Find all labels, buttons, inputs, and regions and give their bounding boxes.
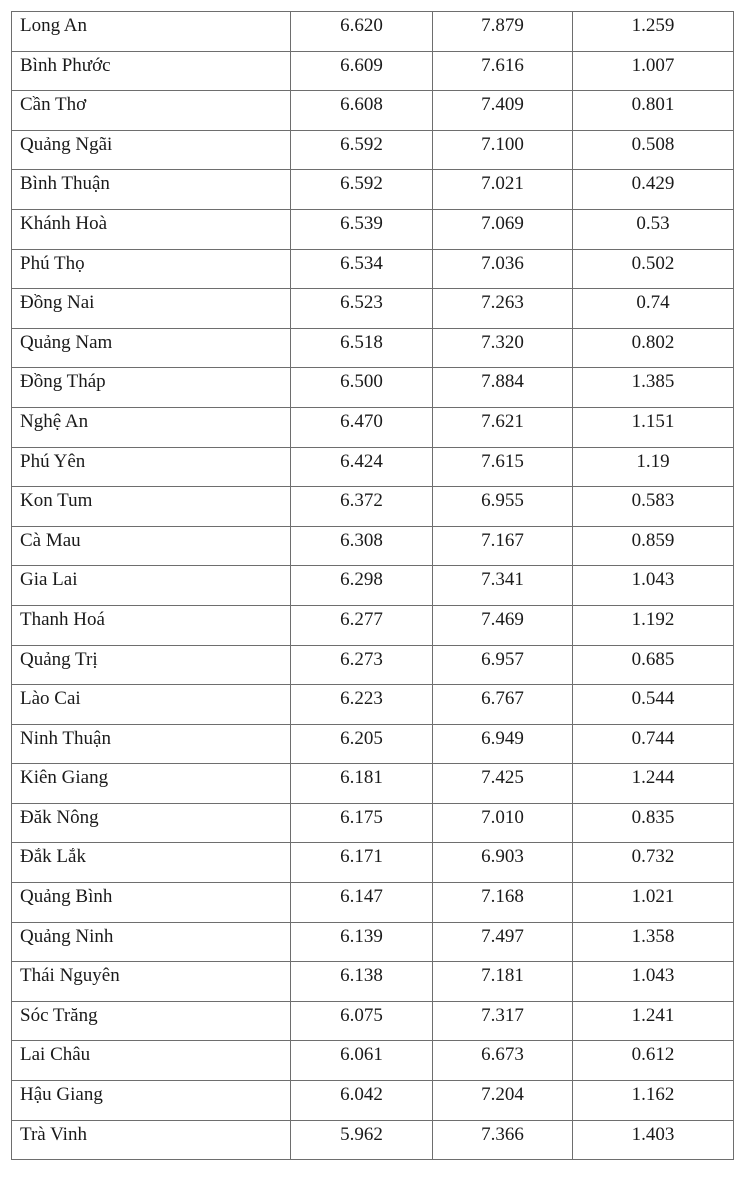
value-2-cell: 7.615 bbox=[433, 447, 573, 487]
table-row bbox=[12, 764, 734, 804]
difference-cell: 0.53 bbox=[573, 209, 734, 249]
table-row bbox=[12, 883, 734, 923]
province-name-cell: Đồng Tháp bbox=[12, 368, 291, 408]
province-name-cell: Quảng Bình bbox=[12, 883, 291, 923]
value-1-cell: 6.308 bbox=[291, 526, 433, 566]
value-1-cell: 6.534 bbox=[291, 249, 433, 289]
value-2-cell: 7.100 bbox=[433, 130, 573, 170]
value-1-cell: 6.223 bbox=[291, 685, 433, 725]
difference-cell: 1.241 bbox=[573, 1001, 734, 1041]
province-name-cell: Đắk Lắk bbox=[12, 843, 291, 883]
difference-cell: 1.007 bbox=[573, 51, 734, 91]
difference-cell: 1.19 bbox=[573, 447, 734, 487]
value-1-cell: 6.500 bbox=[291, 368, 433, 408]
value-2-cell: 7.021 bbox=[433, 170, 573, 210]
value-2-cell: 7.204 bbox=[433, 1081, 573, 1121]
value-1-cell: 6.523 bbox=[291, 289, 433, 329]
table-row bbox=[12, 51, 734, 91]
difference-cell: 1.021 bbox=[573, 883, 734, 923]
difference-cell: 1.403 bbox=[573, 1120, 734, 1160]
difference-cell: 0.502 bbox=[573, 249, 734, 289]
value-2-cell: 6.767 bbox=[433, 685, 573, 725]
difference-cell: 0.74 bbox=[573, 289, 734, 329]
table-row bbox=[12, 249, 734, 289]
difference-cell: 1.385 bbox=[573, 368, 734, 408]
table-row bbox=[12, 407, 734, 447]
value-2-cell: 7.341 bbox=[433, 566, 573, 606]
table-row bbox=[12, 12, 734, 52]
province-name-cell: Ninh Thuận bbox=[12, 724, 291, 764]
difference-cell: 1.043 bbox=[573, 566, 734, 606]
value-2-cell: 7.616 bbox=[433, 51, 573, 91]
province-name-cell: Quảng Nam bbox=[12, 328, 291, 368]
value-2-cell: 6.903 bbox=[433, 843, 573, 883]
table-row bbox=[12, 487, 734, 527]
province-name-cell: Bình Thuận bbox=[12, 170, 291, 210]
value-2-cell: 7.409 bbox=[433, 91, 573, 131]
value-1-cell: 6.609 bbox=[291, 51, 433, 91]
table-row bbox=[12, 1081, 734, 1121]
value-1-cell: 6.205 bbox=[291, 724, 433, 764]
value-1-cell: 6.139 bbox=[291, 922, 433, 962]
value-1-cell: 6.175 bbox=[291, 803, 433, 843]
province-name-cell: Phú Yên bbox=[12, 447, 291, 487]
value-2-cell: 7.069 bbox=[433, 209, 573, 249]
value-2-cell: 6.673 bbox=[433, 1041, 573, 1081]
value-1-cell: 6.592 bbox=[291, 170, 433, 210]
table-row bbox=[12, 91, 734, 131]
table-row bbox=[12, 962, 734, 1002]
province-name-cell: Cà Mau bbox=[12, 526, 291, 566]
province-name-cell: Sóc Trăng bbox=[12, 1001, 291, 1041]
province-name-cell: Quảng Ninh bbox=[12, 922, 291, 962]
province-name-cell: Cần Thơ bbox=[12, 91, 291, 131]
value-2-cell: 6.949 bbox=[433, 724, 573, 764]
table-row bbox=[12, 922, 734, 962]
table-row bbox=[12, 724, 734, 764]
value-1-cell: 5.962 bbox=[291, 1120, 433, 1160]
table-row bbox=[12, 1120, 734, 1160]
value-2-cell: 7.621 bbox=[433, 407, 573, 447]
table-row bbox=[12, 328, 734, 368]
province-name-cell: Kon Tum bbox=[12, 487, 291, 527]
table-row bbox=[12, 289, 734, 329]
table-row bbox=[12, 685, 734, 725]
value-1-cell: 6.470 bbox=[291, 407, 433, 447]
table-row bbox=[12, 566, 734, 606]
value-2-cell: 6.955 bbox=[433, 487, 573, 527]
value-2-cell: 7.010 bbox=[433, 803, 573, 843]
difference-cell: 0.685 bbox=[573, 645, 734, 685]
difference-cell: 0.744 bbox=[573, 724, 734, 764]
value-1-cell: 6.061 bbox=[291, 1041, 433, 1081]
province-name-cell: Gia Lai bbox=[12, 566, 291, 606]
table-row bbox=[12, 130, 734, 170]
value-2-cell: 7.317 bbox=[433, 1001, 573, 1041]
province-name-cell: Khánh Hoà bbox=[12, 209, 291, 249]
province-name-cell: Long An bbox=[12, 12, 291, 52]
value-1-cell: 6.424 bbox=[291, 447, 433, 487]
value-2-cell: 6.957 bbox=[433, 645, 573, 685]
value-2-cell: 7.036 bbox=[433, 249, 573, 289]
table-row bbox=[12, 803, 734, 843]
province-name-cell: Lào Cai bbox=[12, 685, 291, 725]
province-name-cell: Thái Nguyên bbox=[12, 962, 291, 1002]
province-name-cell: Bình Phước bbox=[12, 51, 291, 91]
value-1-cell: 6.075 bbox=[291, 1001, 433, 1041]
table-row bbox=[12, 1041, 734, 1081]
value-2-cell: 7.263 bbox=[433, 289, 573, 329]
province-name-cell: Thanh Hoá bbox=[12, 605, 291, 645]
value-1-cell: 6.273 bbox=[291, 645, 433, 685]
table-row bbox=[12, 605, 734, 645]
difference-cell: 1.151 bbox=[573, 407, 734, 447]
difference-cell: 0.544 bbox=[573, 685, 734, 725]
difference-cell: 0.801 bbox=[573, 91, 734, 131]
province-name-cell: Hậu Giang bbox=[12, 1081, 291, 1121]
difference-cell: 1.259 bbox=[573, 12, 734, 52]
province-name-cell: Kiên Giang bbox=[12, 764, 291, 804]
province-name-cell: Quảng Trị bbox=[12, 645, 291, 685]
difference-cell: 1.244 bbox=[573, 764, 734, 804]
table-body bbox=[12, 12, 734, 1160]
value-2-cell: 7.168 bbox=[433, 883, 573, 923]
value-2-cell: 7.366 bbox=[433, 1120, 573, 1160]
province-name-cell: Phú Thọ bbox=[12, 249, 291, 289]
difference-cell: 0.612 bbox=[573, 1041, 734, 1081]
difference-cell: 1.162 bbox=[573, 1081, 734, 1121]
table-row bbox=[12, 447, 734, 487]
value-1-cell: 6.138 bbox=[291, 962, 433, 1002]
value-2-cell: 7.469 bbox=[433, 605, 573, 645]
value-2-cell: 7.167 bbox=[433, 526, 573, 566]
value-1-cell: 6.539 bbox=[291, 209, 433, 249]
difference-cell: 0.802 bbox=[573, 328, 734, 368]
value-1-cell: 6.181 bbox=[291, 764, 433, 804]
value-1-cell: 6.277 bbox=[291, 605, 433, 645]
difference-cell: 1.358 bbox=[573, 922, 734, 962]
value-1-cell: 6.298 bbox=[291, 566, 433, 606]
table-row bbox=[12, 843, 734, 883]
difference-cell: 1.192 bbox=[573, 605, 734, 645]
value-2-cell: 7.879 bbox=[433, 12, 573, 52]
value-1-cell: 6.592 bbox=[291, 130, 433, 170]
value-1-cell: 6.147 bbox=[291, 883, 433, 923]
value-1-cell: 6.372 bbox=[291, 487, 433, 527]
table-row bbox=[12, 209, 734, 249]
difference-cell: 1.043 bbox=[573, 962, 734, 1002]
table-row bbox=[12, 645, 734, 685]
value-1-cell: 6.518 bbox=[291, 328, 433, 368]
province-name-cell: Đồng Nai bbox=[12, 289, 291, 329]
province-score-table bbox=[11, 11, 734, 1160]
province-name-cell: Đăk Nông bbox=[12, 803, 291, 843]
table-row bbox=[12, 526, 734, 566]
value-2-cell: 7.497 bbox=[433, 922, 573, 962]
province-name-cell: Trà Vinh bbox=[12, 1120, 291, 1160]
difference-cell: 0.835 bbox=[573, 803, 734, 843]
difference-cell: 0.732 bbox=[573, 843, 734, 883]
value-2-cell: 7.425 bbox=[433, 764, 573, 804]
value-2-cell: 7.320 bbox=[433, 328, 573, 368]
table-row bbox=[12, 1001, 734, 1041]
province-name-cell: Lai Châu bbox=[12, 1041, 291, 1081]
value-1-cell: 6.171 bbox=[291, 843, 433, 883]
difference-cell: 0.508 bbox=[573, 130, 734, 170]
difference-cell: 0.583 bbox=[573, 487, 734, 527]
value-2-cell: 7.884 bbox=[433, 368, 573, 408]
value-1-cell: 6.620 bbox=[291, 12, 433, 52]
difference-cell: 0.859 bbox=[573, 526, 734, 566]
province-name-cell: Quảng Ngãi bbox=[12, 130, 291, 170]
value-2-cell: 7.181 bbox=[433, 962, 573, 1002]
value-1-cell: 6.042 bbox=[291, 1081, 433, 1121]
province-name-cell: Nghệ An bbox=[12, 407, 291, 447]
table-row bbox=[12, 368, 734, 408]
value-1-cell: 6.608 bbox=[291, 91, 433, 131]
difference-cell: 0.429 bbox=[573, 170, 734, 210]
table-row bbox=[12, 170, 734, 210]
